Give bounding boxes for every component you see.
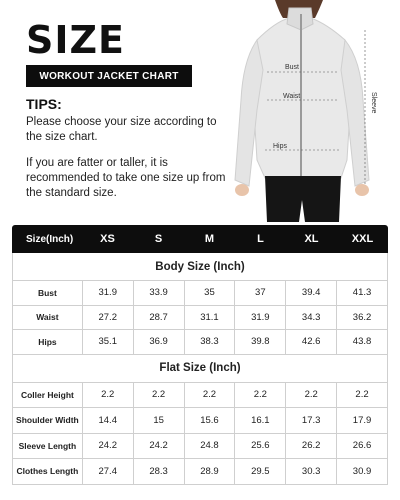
header-cell-s: S xyxy=(154,233,163,245)
row-label: Hips xyxy=(13,330,83,354)
table-cell: 43.8 xyxy=(337,330,388,354)
table-cell: 30.3 xyxy=(286,459,337,484)
header-cell-m: M xyxy=(204,233,215,245)
table-cell: 31.1 xyxy=(185,306,236,330)
table-cell: 26.6 xyxy=(337,434,388,459)
table-cell: 42.6 xyxy=(286,330,337,354)
table-cell: 35.1 xyxy=(83,330,134,354)
table-cell: 34.3 xyxy=(286,306,337,330)
table-cell: 16.1 xyxy=(235,408,286,433)
table-row-waist xyxy=(12,306,388,331)
table-cell: 38.3 xyxy=(185,330,236,354)
header-cell-size-inch: Size(Inch) xyxy=(26,233,74,245)
table-cell: 14.4 xyxy=(83,408,134,433)
table-cell: 2.2 xyxy=(83,383,134,408)
table-row-sleeve-length xyxy=(12,434,388,460)
hips-label: Hips xyxy=(273,143,288,150)
row-label: Bust xyxy=(13,281,83,305)
table-cell: 27.4 xyxy=(83,459,134,484)
table-cell: 15 xyxy=(134,408,185,433)
table-cell: 31.9 xyxy=(235,306,286,330)
table-cell: 25.6 xyxy=(235,434,286,459)
table-cell: 2.2 xyxy=(286,383,337,408)
table-header-row xyxy=(12,225,388,253)
table-cell: 2.2 xyxy=(235,383,286,408)
table-cell: 31.9 xyxy=(83,281,134,305)
sleeve-label: Sleeve xyxy=(370,92,377,114)
table-cell: 2.2 xyxy=(185,383,236,408)
header-cell-xl: XL xyxy=(304,233,319,245)
tips-paragraph-1: Please choose your size according to the size chart. xyxy=(26,116,217,143)
chart-subtitle-banner xyxy=(26,65,192,87)
table-cell: 36.2 xyxy=(337,306,388,330)
table-cell: 35 xyxy=(185,281,236,305)
model-figure xyxy=(205,0,400,222)
table-cell: 27.2 xyxy=(83,306,134,330)
page-title: SIZE xyxy=(26,18,126,62)
bust-label: Bust xyxy=(285,64,300,71)
table-cell: 28.3 xyxy=(134,459,185,484)
table-row-coller-height xyxy=(12,383,388,409)
waist-label: Waist xyxy=(283,93,301,100)
table-cell: 39.4 xyxy=(286,281,337,305)
table-cell: 17.3 xyxy=(286,408,337,433)
table-cell: 26.2 xyxy=(286,434,337,459)
table-cell: 15.6 xyxy=(185,408,236,433)
table-cell: 41.3 xyxy=(337,281,388,305)
tips-paragraph-2: If you are fatter or taller, it is recommended to take one size up from the standard size. xyxy=(26,157,226,199)
row-label: Coller Height xyxy=(13,383,83,408)
header-cell-xs: XS xyxy=(100,233,115,245)
table-cell: 33.9 xyxy=(134,281,185,305)
table-row-bust xyxy=(12,281,388,306)
row-label: Clothes Length xyxy=(13,459,83,484)
table-cell: 2.2 xyxy=(337,383,388,408)
table-cell: 24.2 xyxy=(83,434,134,459)
body-size-section-title: Body Size (Inch) xyxy=(12,253,388,281)
table-cell: 36.9 xyxy=(134,330,185,354)
row-label: Waist xyxy=(13,306,83,330)
table-cell: 39.8 xyxy=(235,330,286,354)
table-cell: 28.7 xyxy=(134,306,185,330)
table-cell: 37 xyxy=(235,281,286,305)
header-cell-xxl: XXL xyxy=(351,233,374,245)
table-cell: 30.9 xyxy=(337,459,388,484)
table-row-clothes-length xyxy=(12,459,388,485)
table-cell: 17.9 xyxy=(337,408,388,433)
table-cell: 24.2 xyxy=(134,434,185,459)
table-cell: 24.8 xyxy=(185,434,236,459)
chart-subtitle: WORKOUT JACKET CHART xyxy=(39,70,179,82)
row-label: Shoulder Width xyxy=(13,408,83,433)
flat-size-section-title: Flat Size (Inch) xyxy=(12,355,388,383)
size-chart-table xyxy=(12,225,388,485)
table-row-shoulder-width xyxy=(12,408,388,434)
table-cell: 29.5 xyxy=(235,459,286,484)
table-row-hips xyxy=(12,330,388,355)
row-label: Sleeve Length xyxy=(13,434,83,459)
table-cell: 2.2 xyxy=(134,383,185,408)
header-cell-l: L xyxy=(257,233,264,245)
tips-heading: TIPS: xyxy=(26,96,62,112)
table-cell: 28.9 xyxy=(185,459,236,484)
